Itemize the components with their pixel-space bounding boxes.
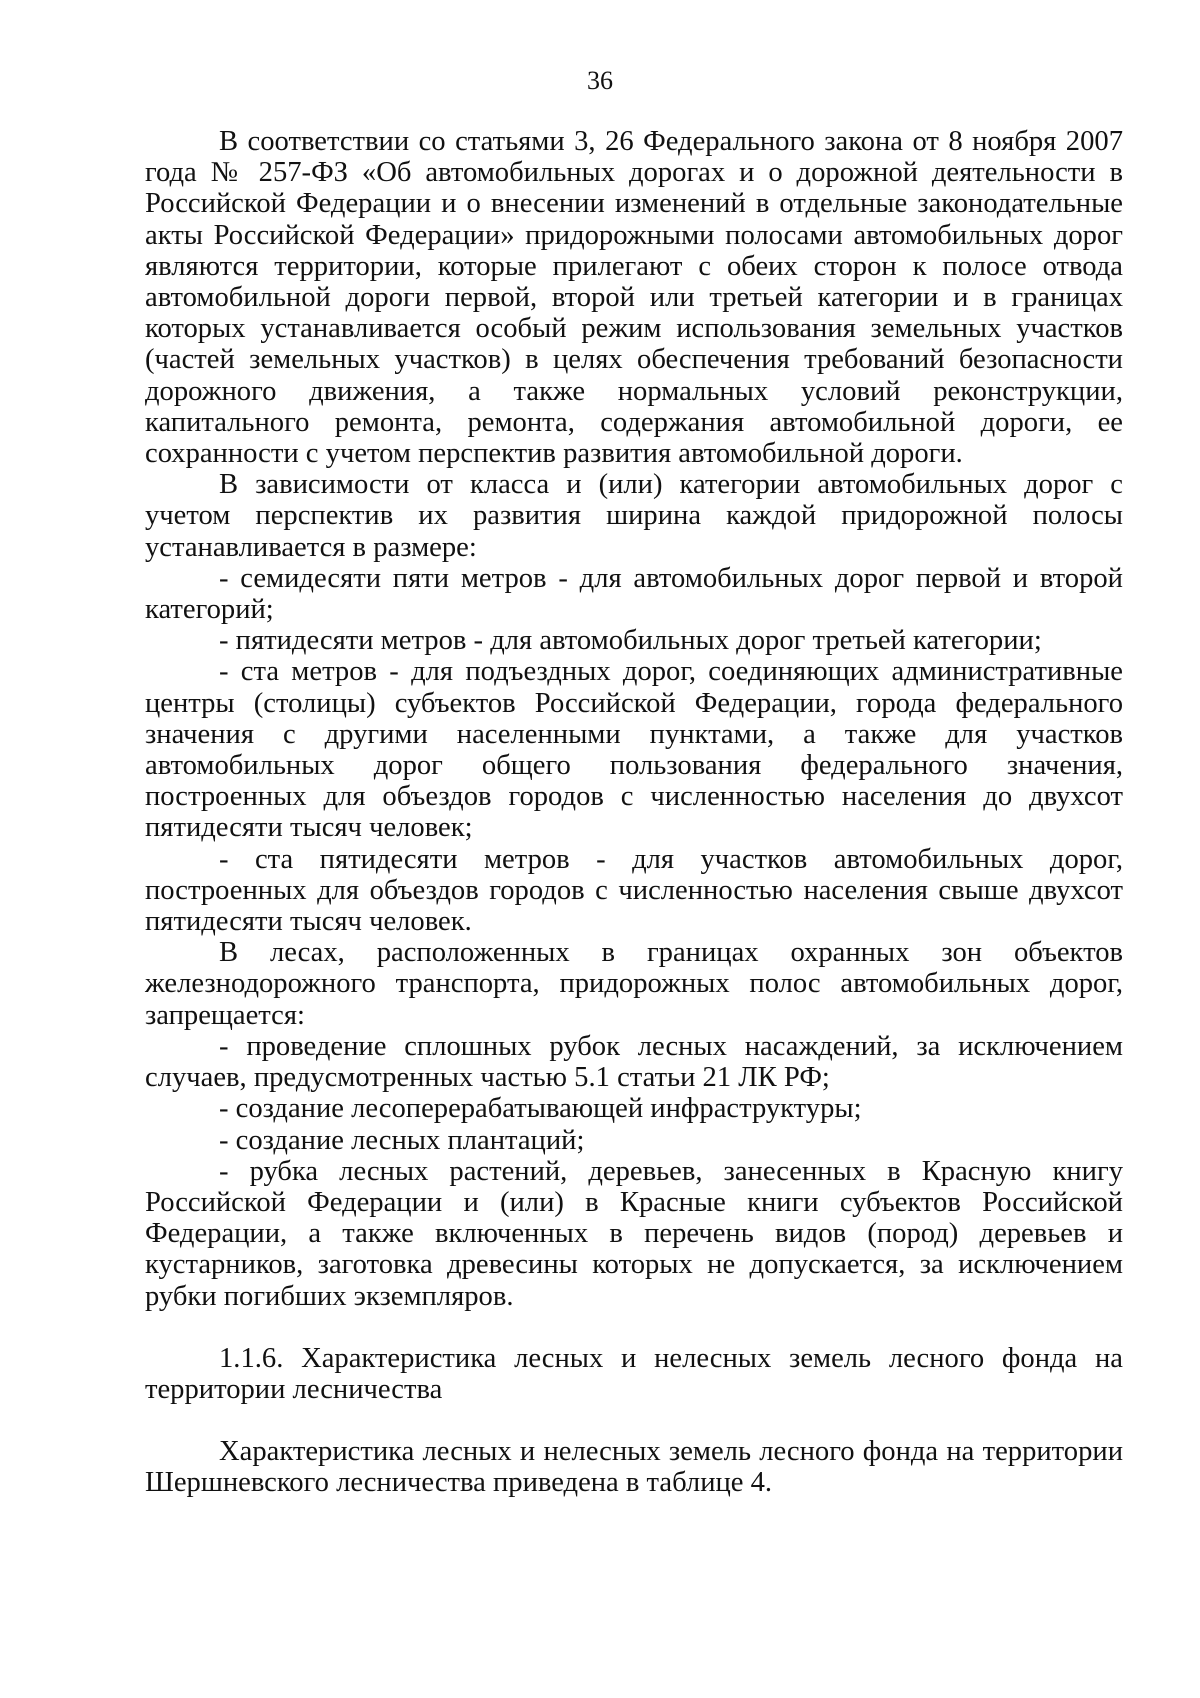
list-item-fifty-meters: - пятидесяти метров - для автомобильных дорог третьей категории; — [219, 625, 1042, 657]
paragraph-road-strips-definition: В соответствии со статьями 3, 26 Федерального закона от 8 ноября 2007 года № 257-ФЗ «Об автомобильных дорогах и о дорожной деятельности в Российской Федерации и о внесении изменений в отдельные законодательные акты Российской Федерации» придорожными полосами автомобильных дорог являются территории, которые прилегают с обеих сторон к полосе отвода автомобильной дороги первой, второй или третьей категории и в границах которых устанавливается особый режим использования земельных участков (частей земельных участков) в целях обеспечения требований безопасности дорожного движения, а также нормальных условий реконструкции, капитального ремонта, ремонта, содержания автомобильной дороги, ее сохранности с учетом перспектив развития автомобильной дороги. — [145, 126, 1123, 470]
list-item-forest-plantations: - создание лесных плантаций; — [219, 1124, 585, 1156]
closing-paragraph: Характеристика лесных и нелесных земель лесного фонда на территории Шершневского лесничества приведена в таблице 4. — [145, 1436, 1123, 1499]
paragraph-strip-width-intro: В зависимости от класса и (или) категории автомобильных дорог с учетом перспектив их развития ширина каждой придорожной полосы устанавливается в размере: — [145, 469, 1123, 563]
list-item-seventy-five-meters: - семидесяти пяти метров - для автомобильных дорог первой и второй категорий; — [145, 562, 1123, 626]
list-item-hundred-meters: - ста метров - для подъездных дорог, соединяющих административные центры (столицы) субъектов Российской Федерации, города федерального значения с другими населенными пунктами, а также для участков автомобильных дорог общего пользования федерального значения, построенных для объездов городов с численностью населения до двухсот пятидесяти тысяч человек; — [145, 656, 1123, 844]
paragraph-forest-prohibitions-intro: В лесах, расположенных в границах охранных зон объектов железнодорожного транспорта, придорожных полос автомобильных дорог, запрещается: — [145, 937, 1123, 1031]
list-item-red-book-felling: - рубка лесных растений, деревьев, занесенных в Красную книгу Российской Федерации и (или) в Красные книги субъектов Российской Федерации, а также включенных в перечень видов (пород) деревьев и кустарников, заготовка древесины которых не допускается, за исключением рубки погибших экземпляров. — [145, 1155, 1123, 1312]
list-item-hundred-fifty-meters: - ста пятидесяти метров - для участков автомобильных дорог, построенных для объездов городов с численностью населения свыше двухсот пятидесяти тысяч человек. — [145, 843, 1123, 938]
list-item-processing-infrastructure: - создание лесоперерабатывающей инфраструктуры; — [219, 1093, 862, 1125]
list-item-clear-cutting: - проведение сплошных рубок лесных насаждений, за исключением случаев, предусмотренных частью 5.1 статьи 21 ЛК РФ; — [145, 1030, 1123, 1094]
document-body — [145, 126, 1123, 1499]
page-number: 36 — [587, 66, 613, 95]
section-heading: 1.1.6. Характеристика лесных и нелесных земель лесного фонда на территории лесничества — [145, 1342, 1123, 1405]
